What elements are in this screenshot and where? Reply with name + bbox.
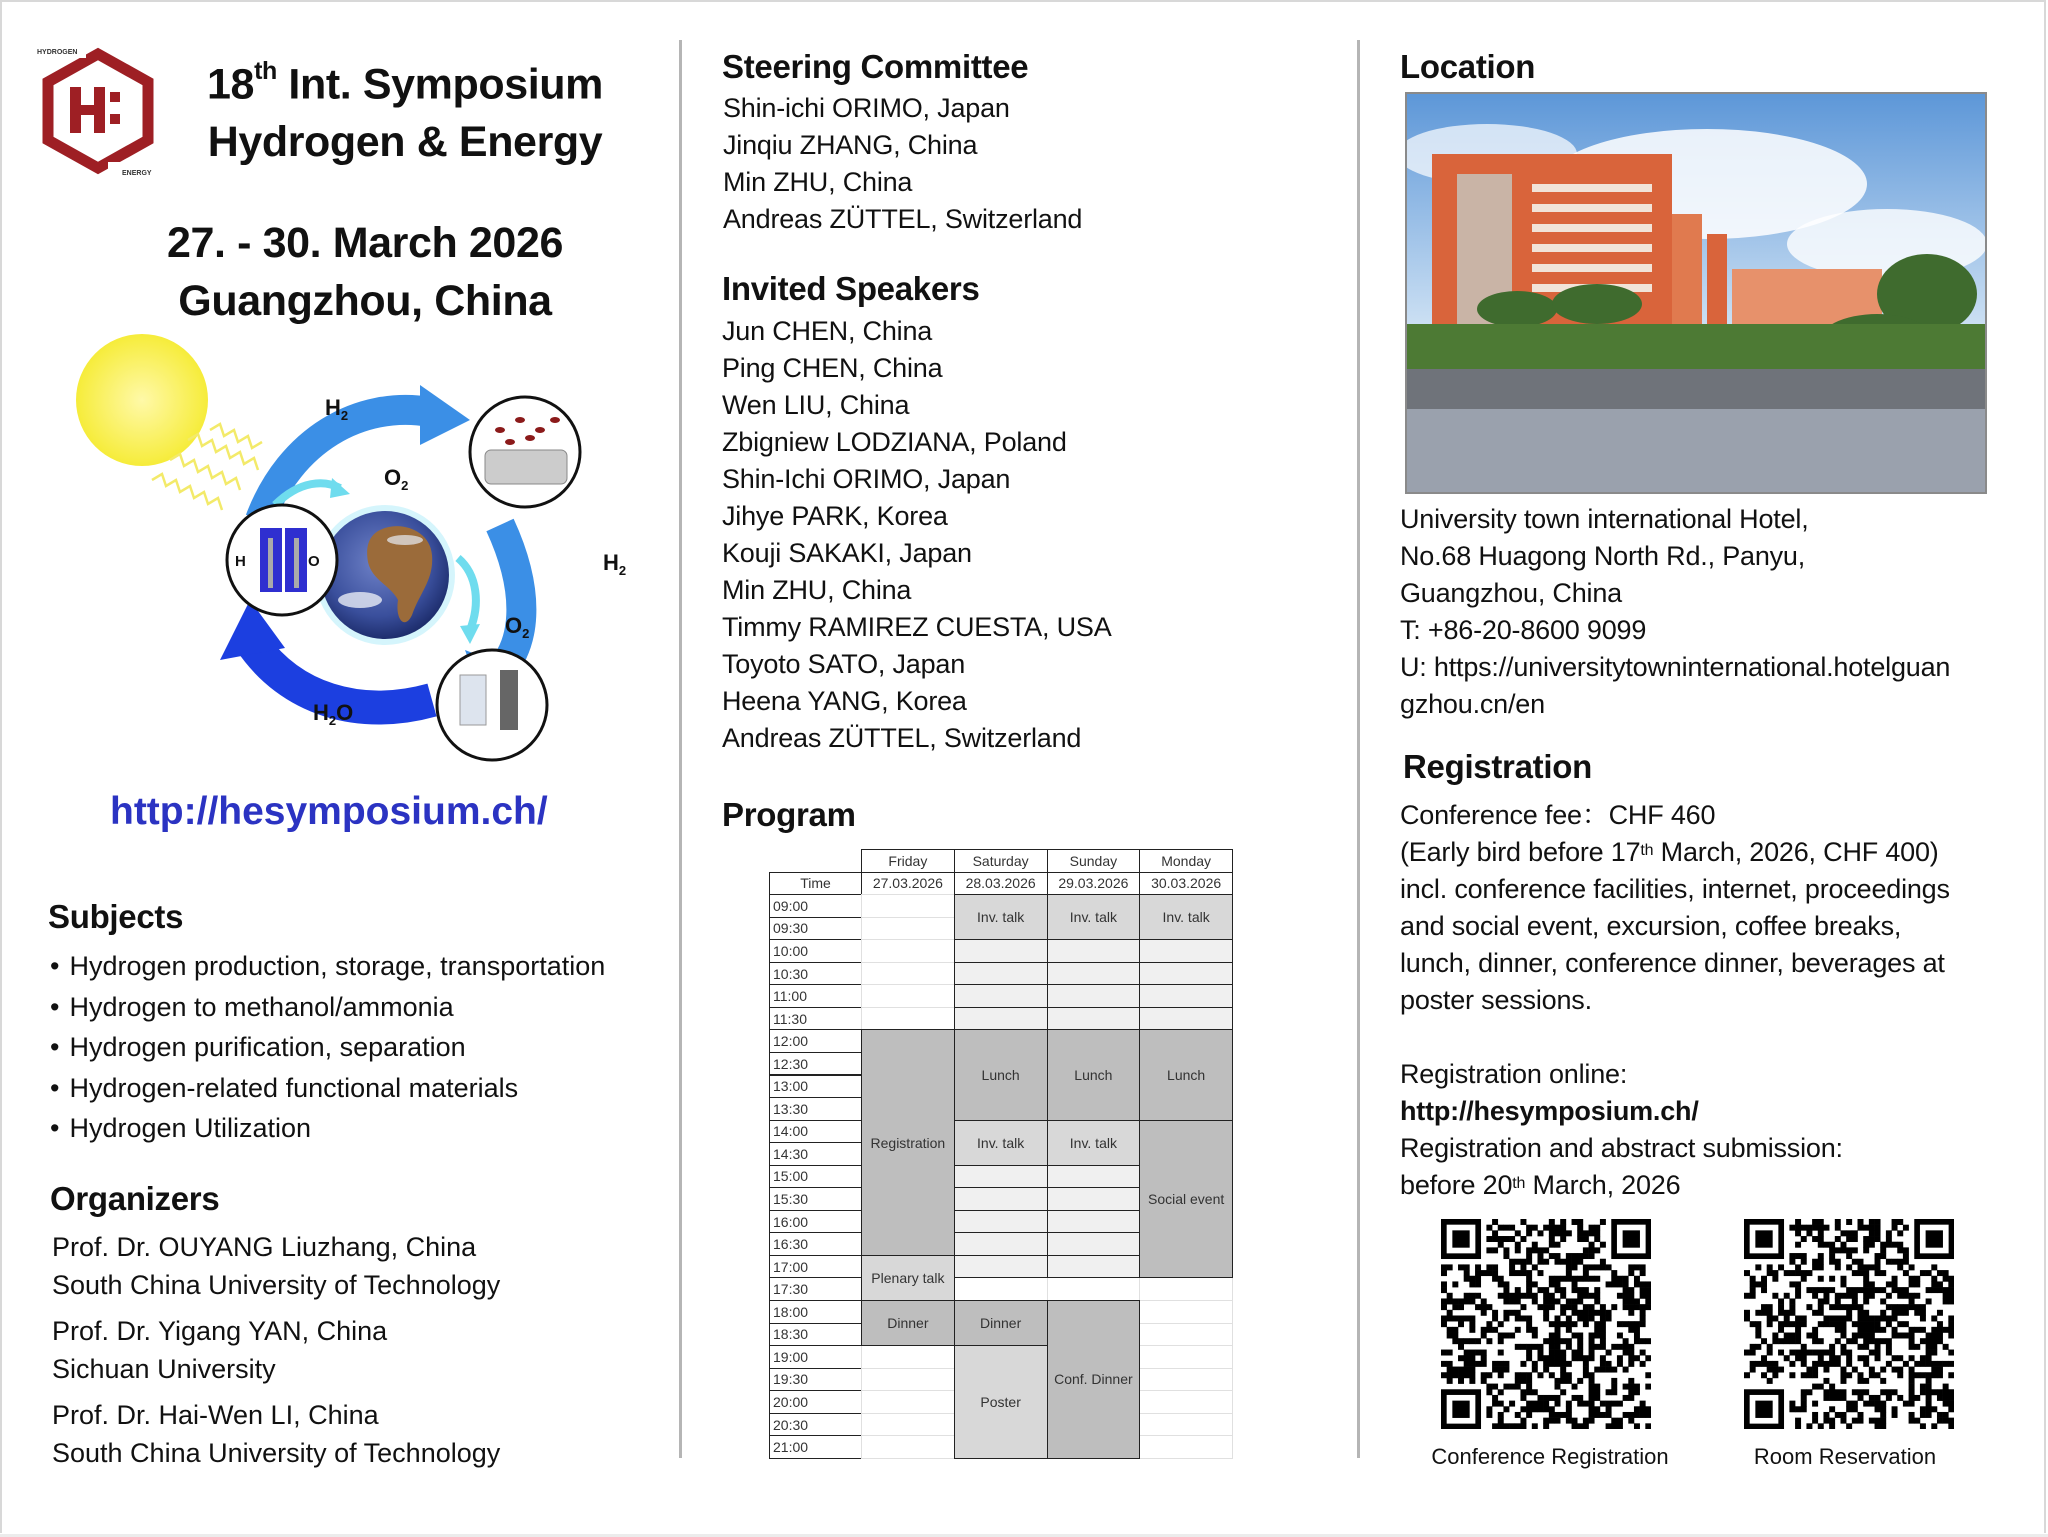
- registration-details: [1400, 797, 1950, 1204]
- time-slot: 15:00: [769, 1165, 862, 1189]
- organizer-affiliation: South China University of Technology: [52, 1270, 501, 1300]
- symposium-title: [190, 46, 620, 171]
- empty-slot: [861, 1007, 955, 1031]
- day-header: Saturday: [954, 849, 1048, 873]
- subjects-heading: Subjects: [48, 898, 184, 935]
- free-session-slot: [1139, 939, 1233, 963]
- speaker-item: Timmy RAMIREZ CUESTA, USA: [722, 612, 1112, 642]
- time-slot: 16:30: [769, 1232, 862, 1256]
- time-slot: 17:30: [769, 1277, 862, 1301]
- time-slot: 16:00: [769, 1210, 862, 1234]
- time-slot: 13:00: [769, 1075, 862, 1099]
- empty-slot: [861, 1390, 955, 1414]
- empty-slot: [861, 1413, 955, 1437]
- organizer-affiliation: Sichuan University: [52, 1354, 276, 1384]
- free-session-slot: [954, 1187, 1048, 1211]
- qr-code-icon: [1441, 1219, 1651, 1429]
- hydrogen-cycle-illustration: [60, 330, 660, 770]
- svg-text:O: O: [308, 553, 320, 570]
- program-event: Registration: [861, 1029, 955, 1256]
- time-slot: 11:00: [769, 984, 862, 1008]
- time-slot: 11:30: [769, 1007, 862, 1031]
- title-line-1: 18th Int. Symposium: [207, 57, 603, 109]
- day-header: Sunday: [1047, 849, 1141, 873]
- organizer-name: Prof. Dr. Yigang YAN, China: [52, 1316, 388, 1346]
- empty-slot: [861, 917, 955, 941]
- speaker-item: Ping CHEN, China: [722, 353, 943, 383]
- committee-member: Min ZHU, China: [723, 167, 913, 197]
- free-session-slot: [954, 1255, 1048, 1279]
- fee-includes: lunch, dinner, conference dinner, beverages at: [1400, 948, 1945, 978]
- qr-code-icon: [1744, 1219, 1954, 1429]
- empty-slot: [1139, 1435, 1233, 1459]
- conference-fee: Conference fee：CHF 460: [1400, 800, 1716, 830]
- free-session-slot: [1047, 1255, 1141, 1279]
- symposium-logo: [36, 44, 160, 178]
- registration-heading: Registration: [1403, 748, 1592, 785]
- website-link[interactable]: http://hesymposium.ch/: [110, 790, 548, 833]
- program-event: Inv. talk: [954, 894, 1048, 940]
- free-session-slot: [1047, 1187, 1141, 1211]
- program-event: Lunch: [954, 1029, 1048, 1120]
- empty-slot: [1139, 1300, 1233, 1324]
- empty-slot: [861, 1345, 955, 1369]
- day-header: Friday: [861, 849, 955, 873]
- empty-slot: [1139, 1390, 1233, 1414]
- speaker-item: Zbigniew LODZIANA, Poland: [722, 427, 1067, 457]
- time-slot: 09:30: [769, 917, 862, 941]
- program-event: Conf. Dinner: [1047, 1300, 1141, 1459]
- program-schedule-table: [769, 849, 1232, 1463]
- program-event: Inv. talk: [1139, 894, 1233, 940]
- free-session-slot: [954, 984, 1048, 1008]
- program-event: Inv. talk: [954, 1120, 1048, 1166]
- column-divider-left: [679, 40, 682, 1458]
- label-h2o: $H_2O$: [313, 700, 354, 728]
- hexagon-logo-icon: [36, 44, 160, 178]
- time-slot: 12:30: [769, 1052, 862, 1076]
- free-session-slot: [1047, 1232, 1141, 1256]
- empty-slot: [954, 1277, 1048, 1301]
- program-event: Dinner: [954, 1300, 1048, 1346]
- o2-arrow-bottom: [458, 558, 476, 630]
- time-slot: 14:30: [769, 1142, 862, 1166]
- free-session-slot: [954, 1007, 1048, 1031]
- date-header: 29.03.2026: [1047, 872, 1141, 896]
- fee-includes: and social event, excursion, coffee breaks,: [1400, 911, 1902, 941]
- hotel-address: [1400, 501, 1950, 723]
- free-session-slot: [954, 939, 1048, 963]
- day-header: Monday: [1139, 849, 1233, 873]
- empty-slot: [1139, 1345, 1233, 1369]
- free-session-slot: [1047, 939, 1141, 963]
- hotel-phone: T: +86-20-8600 9099: [1400, 615, 1647, 645]
- organizer-entry: [52, 1312, 652, 1388]
- date-header: 27.03.2026: [861, 872, 955, 896]
- program-event: Inv. talk: [1047, 1120, 1141, 1166]
- program-event: Inv. talk: [1047, 894, 1141, 940]
- organizers-list: [52, 1228, 652, 1480]
- time-slot: 10:00: [769, 939, 862, 963]
- speaker-item: Toyoto SATO, Japan: [722, 649, 966, 679]
- event-dates: 27. - 30. March 2026: [167, 219, 563, 267]
- address-line: No.68 Huagong North Rd., Panyu,: [1400, 541, 1806, 571]
- empty-slot: [1047, 1277, 1141, 1301]
- subject-item: • Hydrogen production, storage, transportation: [50, 946, 605, 987]
- qr-label-room-reservation: Room Reservation: [1753, 1444, 1937, 1469]
- speaker-item: Shin-Ichi ORIMO, Japan: [722, 464, 1011, 494]
- organizer-entry: [52, 1228, 652, 1304]
- free-session-slot: [1139, 984, 1233, 1008]
- time-slot: 10:30: [769, 962, 862, 986]
- committee-member: Jinqiu ZHANG, China: [723, 130, 978, 160]
- steering-committee-heading: Steering Committee: [722, 48, 1029, 85]
- organizer-name: Prof. Dr. OUYANG Liuzhang, China: [52, 1232, 477, 1262]
- subject-item: • Hydrogen purification, separation: [50, 1027, 605, 1068]
- empty-slot: [861, 1368, 955, 1392]
- address-line: Guangzhou, China: [1400, 578, 1622, 608]
- free-session-slot: [954, 1210, 1048, 1234]
- empty-slot: [861, 984, 955, 1008]
- submission-deadline: before 20th March, 2026: [1400, 1170, 1681, 1200]
- speaker-item: Heena YANG, Korea: [722, 686, 967, 716]
- time-slot: 18:00: [769, 1300, 862, 1324]
- registration-online-label: Registration online:: [1400, 1059, 1628, 1089]
- speaker-item: Kouji SAKAKI, Japan: [722, 538, 972, 568]
- qr-label-conference-registration: Conference Registration: [1431, 1444, 1669, 1469]
- subject-item: • Hydrogen Utilization: [50, 1108, 605, 1149]
- title-line-2: Hydrogen & Energy: [207, 118, 603, 167]
- qr-code-room-reservation[interactable]: [1744, 1219, 1954, 1429]
- qr-code-conference-registration[interactable]: [1441, 1219, 1651, 1429]
- label-o2-top: $O_2$: [384, 465, 409, 493]
- time-header: Time: [769, 872, 862, 896]
- address-line: University town international Hotel,: [1400, 504, 1809, 534]
- speaker-item: Wen LIU, China: [722, 390, 910, 420]
- committee-member: Shin-ichi ORIMO, Japan: [723, 93, 1010, 123]
- organizer-name: Prof. Dr. Hai-Wen LI, China: [52, 1400, 379, 1430]
- invited-speakers-heading: Invited Speakers: [722, 270, 980, 307]
- program-event: Plenary talk: [861, 1255, 955, 1301]
- program-event: Lunch: [1139, 1029, 1233, 1120]
- empty-slot: [861, 962, 955, 986]
- time-slot: 20:30: [769, 1413, 862, 1437]
- logo-text-energy: ENERGY: [122, 170, 152, 177]
- empty-slot: [1139, 1413, 1233, 1437]
- committee-member: Andreas ZÜTTEL, Switzerland: [723, 204, 1083, 234]
- time-slot: 14:00: [769, 1120, 862, 1144]
- time-slot: 13:30: [769, 1097, 862, 1121]
- registration-online-link[interactable]: http://hesymposium.ch/: [1400, 1096, 1699, 1126]
- hotel-url[interactable]: U: https://universitytowninternational.hotelguan gzhou.cn/en: [1400, 652, 1951, 719]
- label-h2-top: $H_2$: [325, 395, 349, 423]
- label-h2-right: $H_2$: [603, 550, 627, 578]
- time-slot: 09:00: [769, 894, 862, 918]
- free-session-slot: [1047, 962, 1141, 986]
- early-bird-fee: (Early bird before 17th March, 2026, CHF 400): [1400, 837, 1939, 867]
- organizer-affiliation: South China University of Technology: [52, 1438, 501, 1468]
- fuel-cell-engine-icon: [437, 650, 547, 760]
- subjects-list: [50, 946, 605, 1149]
- date-header: 30.03.2026: [1139, 872, 1233, 896]
- free-session-slot: [1047, 1007, 1141, 1031]
- time-slot: 15:30: [769, 1187, 862, 1211]
- program-event: Lunch: [1047, 1029, 1141, 1120]
- event-location: Guangzhou, China: [178, 277, 552, 325]
- free-session-slot: [1047, 1210, 1141, 1234]
- h2-arrow-top: [260, 410, 430, 520]
- program-event: Social event: [1139, 1120, 1233, 1279]
- free-session-slot: [954, 1232, 1048, 1256]
- empty-slot: [1139, 1277, 1233, 1301]
- free-session-slot: [1047, 1165, 1141, 1189]
- event-date-place: [90, 214, 640, 330]
- time-slot: 18:30: [769, 1323, 862, 1347]
- free-session-slot: [954, 1165, 1048, 1189]
- time-slot: 19:30: [769, 1368, 862, 1392]
- speaker-item: Jihye PARK, Korea: [722, 501, 948, 531]
- column-divider-right: [1357, 40, 1360, 1458]
- submission-deadline-label: Registration and abstract submission:: [1400, 1133, 1843, 1163]
- fee-includes: poster sessions.: [1400, 985, 1592, 1015]
- steering-committee-list: [723, 90, 1082, 238]
- invited-speakers-list: [722, 313, 1112, 757]
- hotel-photo: [1405, 92, 1987, 494]
- organizers-heading: Organizers: [50, 1180, 220, 1217]
- time-slot: 19:00: [769, 1345, 862, 1369]
- program-event: Poster: [954, 1345, 1048, 1459]
- h2o-arrow-bottom: [250, 640, 432, 708]
- sun-icon: [76, 334, 208, 466]
- location-heading: Location: [1400, 48, 1536, 85]
- free-session-slot: [954, 962, 1048, 986]
- empty-slot: [861, 1435, 955, 1459]
- free-session-slot: [1139, 962, 1233, 986]
- fee-includes: incl. conference facilities, internet, proceedings: [1400, 874, 1950, 904]
- svg-text:H: H: [235, 553, 246, 570]
- time-slot: 20:00: [769, 1390, 862, 1414]
- speaker-item: Andreas ZÜTTEL, Switzerland: [722, 723, 1082, 753]
- empty-slot: [861, 894, 955, 918]
- time-slot: 21:00: [769, 1435, 862, 1459]
- empty-slot: [1139, 1368, 1233, 1392]
- time-slot: 12:00: [769, 1029, 862, 1053]
- empty-slot: [1139, 1323, 1233, 1347]
- free-session-slot: [1047, 984, 1141, 1008]
- date-header: 28.03.2026: [954, 872, 1048, 896]
- subject-item: • Hydrogen to methanol/ammonia: [50, 987, 605, 1028]
- label-o2-bottom: $O_2$: [505, 613, 530, 641]
- empty-slot: [861, 939, 955, 963]
- logo-text-hydrogen: HYDROGEN: [37, 49, 78, 56]
- program-heading: Program: [722, 796, 856, 833]
- speaker-item: Min ZHU, China: [722, 575, 912, 605]
- speaker-item: Jun CHEN, China: [722, 316, 933, 346]
- subject-item: • Hydrogen-related functional materials: [50, 1068, 605, 1109]
- free-session-slot: [1139, 1007, 1233, 1031]
- program-event: Dinner: [861, 1300, 955, 1346]
- time-slot: 17:00: [769, 1255, 862, 1279]
- organizer-entry: [52, 1396, 652, 1472]
